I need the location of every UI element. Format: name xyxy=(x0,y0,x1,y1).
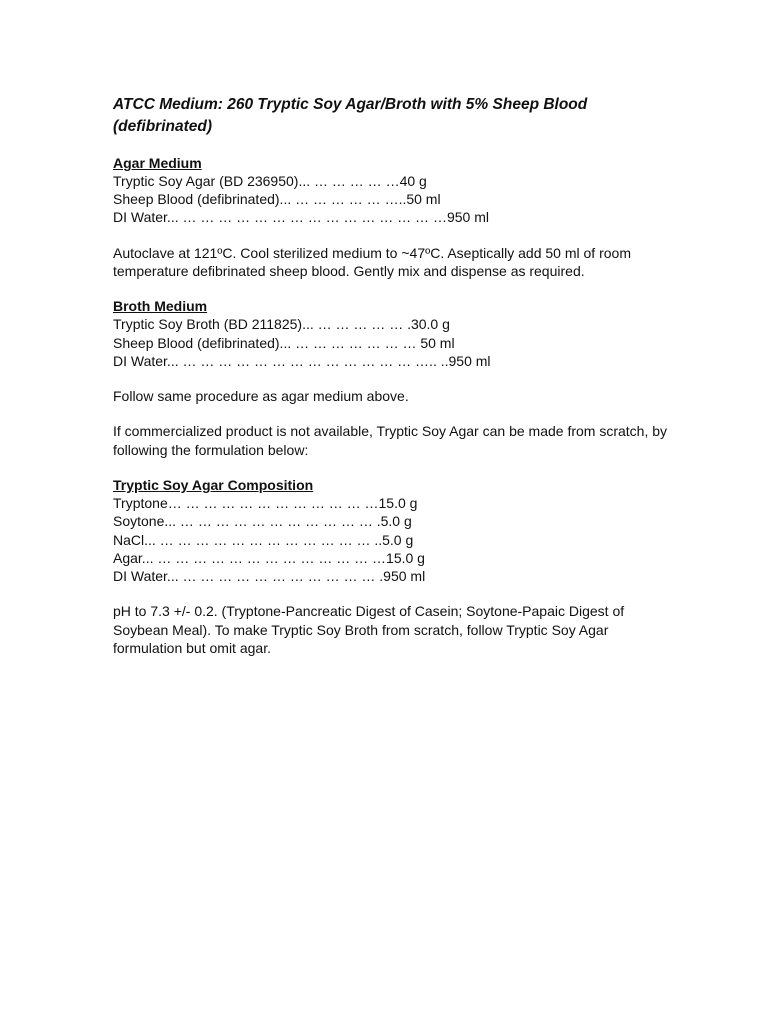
agar-ingredient-line: Tryptic Soy Agar (BD 236950)... … … … … …40 g xyxy=(113,173,427,189)
spacer xyxy=(113,138,673,154)
broth-medium-section xyxy=(113,297,673,370)
broth-procedure-paragraph: Follow same procedure as agar medium above. xyxy=(113,388,409,405)
scratch-note-paragraph: If commercialized product is not available, Tryptic Soy Agar can be made from scratch, by following the formulation below: xyxy=(113,423,668,458)
agar-ingredient-line: DI Water... … … … … … … … … … … … … … … …950 ml xyxy=(113,209,489,226)
broth-ingredient-line: Tryptic Soy Broth (BD 211825)... … … … … … .30.0 g xyxy=(113,316,450,333)
broth-medium-heading: Broth Medium xyxy=(113,298,208,315)
composition-line: Agar... … … … … … … … … … … … … …15.0 g xyxy=(113,549,425,566)
agar-medium-heading: Agar Medium xyxy=(113,155,202,171)
document-title: ATCC Medium: 260 Tryptic Soy Agar/Broth with 5% Sheep Blood (defibrinated) xyxy=(113,96,588,135)
composition-line: DI Water... … … … … … … … … … … … .950 ml xyxy=(113,568,426,585)
composition-heading: Tryptic Soy Agar Composition xyxy=(113,477,314,494)
composition-line: Soytone... … … … … … … … … … … … .5.0 g xyxy=(113,513,412,530)
composition-line: Tryptone… … … … … … … … … … … …15.0 g xyxy=(113,495,418,512)
final-note-paragraph: pH to 7.3 +/- 0.2. (Tryptone-Pancreatic Digest of Casein; Soytone-Papaic Digest of Soybean Meal). To make Tryptic Soy Broth from scratch, follow Tryptic Soy Agar formulation but omit agar. xyxy=(113,603,625,657)
spacer xyxy=(113,370,673,387)
composition-line: NaCl... … … … … … … … … … … … … ..5.0 g xyxy=(113,531,414,548)
spacer xyxy=(113,585,673,602)
composition-section xyxy=(113,476,673,585)
spacer xyxy=(113,280,673,297)
agar-procedure-paragraph: Autoclave at 121ºC. Cool sterilized medium to ~47ºC. Aseptically add 50 ml of room temperature defibrinated sheep blood. Gently mix and dispense as required. xyxy=(113,244,631,280)
spacer xyxy=(113,459,673,476)
spacer xyxy=(113,227,673,244)
agar-medium-section xyxy=(113,154,673,227)
broth-ingredient-line: Sheep Blood (defibrinated)... … … … … … … … 50 ml xyxy=(113,334,455,351)
agar-ingredient-line: Sheep Blood (defibrinated)... … … … … … …..50 ml xyxy=(113,191,441,208)
document-page xyxy=(113,94,673,657)
spacer xyxy=(113,405,673,422)
broth-ingredient-line: DI Water... … … … … … … … … … … … … … ….. ..950 ml xyxy=(113,352,491,369)
